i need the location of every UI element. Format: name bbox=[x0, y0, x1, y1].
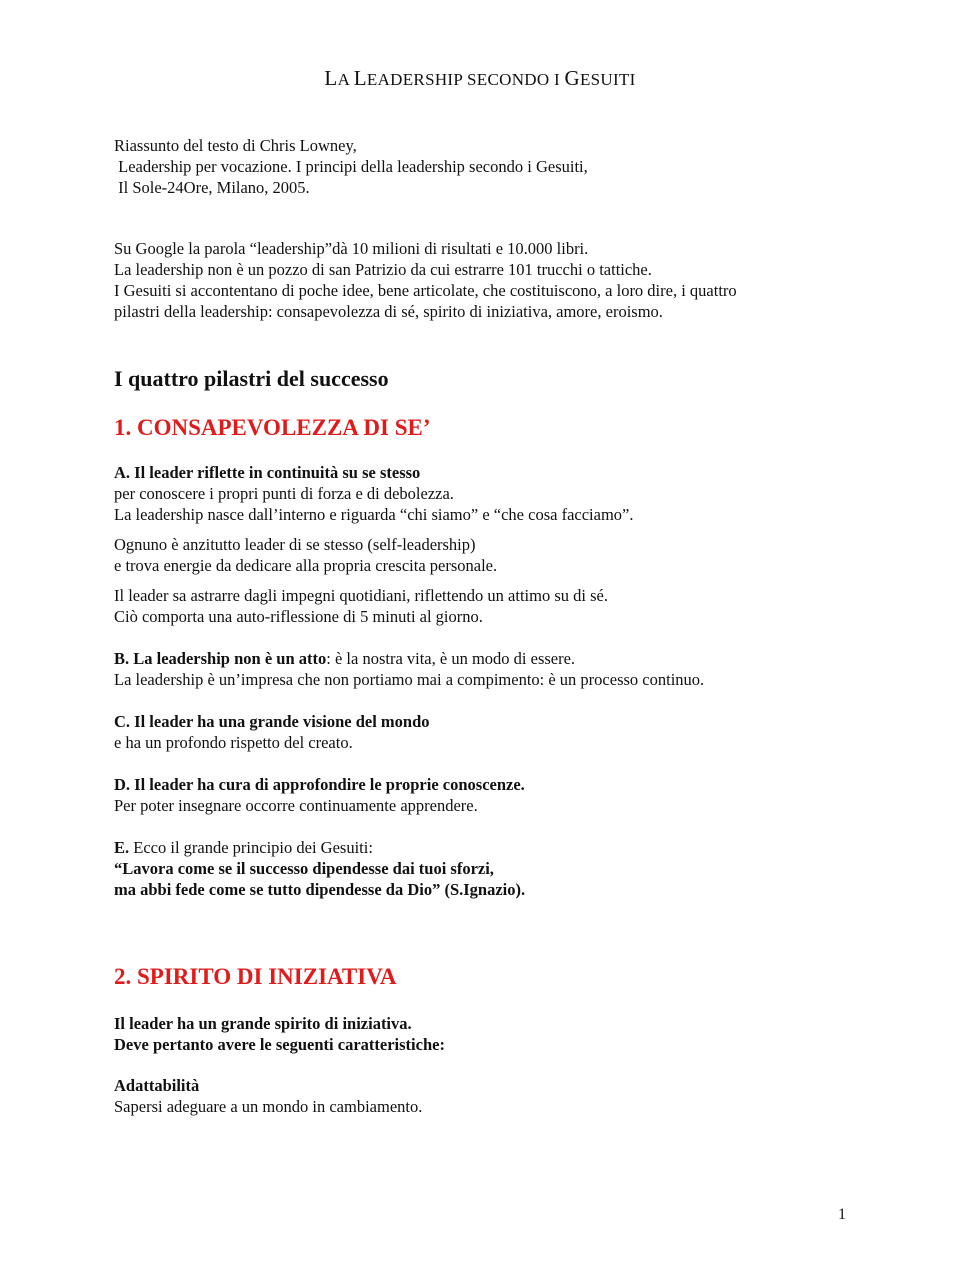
section1-point-e: E. Ecco il grande principio dei Gesuiti: “Lavora come se il successo dipendesse dai tuoi sforzi, ma abbi fede come se tutto dipendesse da Dio” (S.Ignazio). bbox=[114, 838, 526, 899]
intro-paragraph: Su Google la parola “leadership”dà 10 milioni di risultati e 10.000 libri. La leadership non è un pozzo di san Patrizio da cui estrarre 101 trucchi o tattiche. I Gesuiti si accontentano di poche idee, bene articolate, che costituiscono, a loro dire, i quattro pilastri della leadership: consapevolezza di sé, spirito di iniziativa, amore, eroismo. bbox=[114, 239, 737, 321]
section1-point-b: B. La leadership non è un atto: è la nostra vita, è un modo di essere. La leadership è un’impresa che non portiamo mai a compimento: è un processo continuo. bbox=[114, 649, 705, 689]
section1-point-d: D. Il leader ha cura di approfondire le proprie conoscenze. Per poter insegnare occorre continuamente apprendere. bbox=[114, 775, 525, 815]
section2-heading: 2. SPIRITO DI INIZIATIVA bbox=[114, 964, 397, 989]
section1-point-c: C. Il leader ha una grande visione del mondo e ha un profondo rispetto del creato. bbox=[114, 712, 430, 752]
source-citation: Riassunto del testo di Chris Lowney, Leadership per vocazione. I principi della leadership secondo i Gesuiti, Il Sole-24Ore, Milano, 2005. bbox=[114, 136, 588, 197]
page-number: 1 bbox=[838, 1206, 846, 1223]
section2-adaptability: Adattabilità Sapersi adeguare a un mondo in cambiamento. bbox=[114, 1076, 423, 1116]
pillars-heading: I quattro pilastri del successo bbox=[114, 366, 389, 391]
section1-self-leadership: Ognuno è anzitutto leader di se stesso (self-leadership) e trova energie da dedicare alla propria crescita personale. bbox=[114, 535, 498, 575]
section1-point-a: A. Il leader riflette in continuità su se stesso per conoscere i propri punti di forza e di debolezza. La leadership nasce dall’interno e riguarda “chi siamo” e “che cosa facciamo”. bbox=[114, 463, 634, 524]
section1-heading: 1. CONSAPEVOLEZZA DI SE’ bbox=[114, 415, 431, 440]
document-title: LA LEADERSHIP SECONDO I GESUITI bbox=[324, 66, 636, 90]
section2-intro: Il leader ha un grande spirito di iniziativa. Deve pertanto avere le seguenti caratteristiche: bbox=[114, 1014, 445, 1054]
section1-reflection: Il leader sa astrarre dagli impegni quotidiani, riflettendo un attimo su di sé. Ciò comporta una auto-riflessione di 5 minuti al giorno. bbox=[114, 586, 608, 626]
